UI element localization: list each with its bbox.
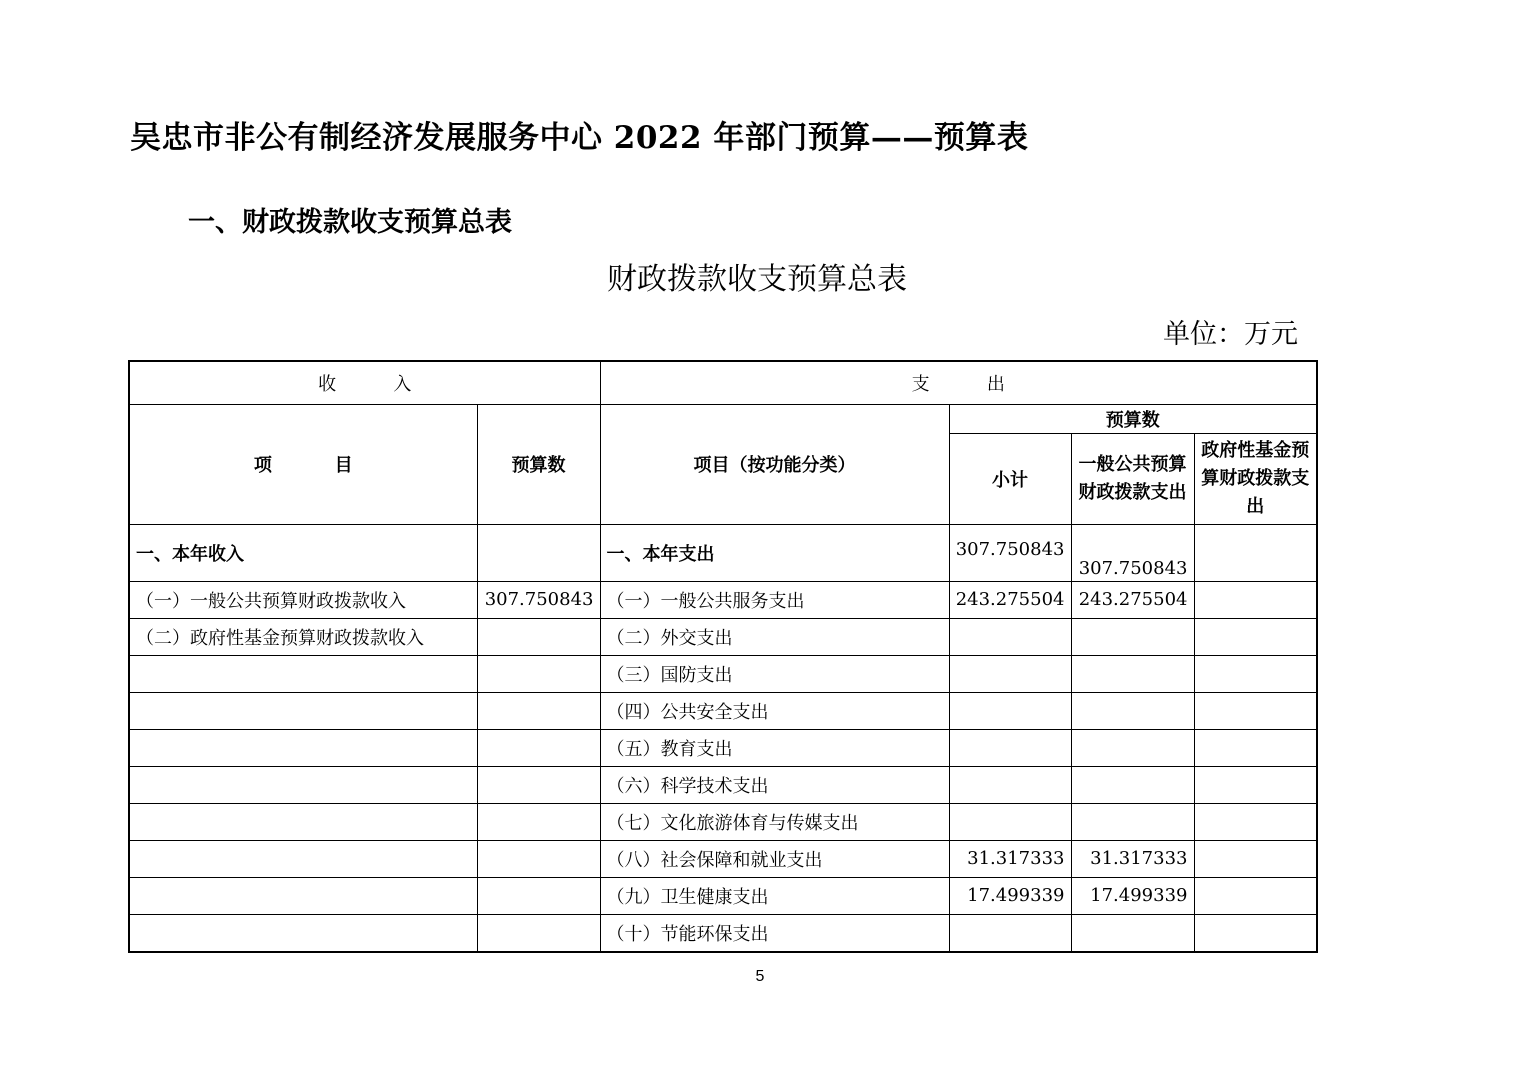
income-item-cell <box>129 729 477 766</box>
income-amount-cell <box>477 766 600 803</box>
subtotal-cell: 307.750843 <box>949 524 1071 581</box>
income-item-cell: （一）一般公共预算财政拨款收入 <box>129 581 477 618</box>
table-row <box>129 618 1317 655</box>
table-title-wrap <box>0 254 1520 298</box>
income-amount-cell <box>477 877 600 914</box>
expenditure-item-cell: （七）文化旅游体育与传媒支出 <box>600 803 949 840</box>
expenditure-item-cell: （四）公共安全支出 <box>600 692 949 729</box>
item-header <box>129 404 477 524</box>
income-item-cell: （二）政府性基金预算财政拨款收入 <box>129 618 477 655</box>
subtotal-cell: 17.499339 <box>949 877 1071 914</box>
income-amount-cell <box>477 803 600 840</box>
subtotal-cell <box>949 692 1071 729</box>
table-title: 财政拨款收支预算总表 <box>607 262 907 297</box>
document-title: 吴忠市非公有制经济发展服务中心 2022 年部门预算——预算表 <box>130 120 1029 156</box>
income-amount-cell <box>477 618 600 655</box>
expenditure-item-cell: （十）节能环保支出 <box>600 914 949 952</box>
income-item-cell <box>129 655 477 692</box>
table-row <box>129 729 1317 766</box>
table-row <box>129 524 1317 581</box>
general-cell: 31.317333 <box>1071 840 1194 877</box>
general-cell <box>1071 914 1194 952</box>
subtotal-cell: 31.317333 <box>949 840 1071 877</box>
general-cell <box>1071 803 1194 840</box>
income-header <box>129 361 600 404</box>
income-item-cell <box>129 914 477 952</box>
expenditure-item-cell: （三）国防支出 <box>600 655 949 692</box>
expenditure-item-cell: （一）一般公共服务支出 <box>600 581 949 618</box>
expenditure-item-cell: （五）教育支出 <box>600 729 949 766</box>
income-item-cell <box>129 692 477 729</box>
subtotal-cell <box>949 655 1071 692</box>
expenditure-header <box>600 361 1317 404</box>
income-item-cell <box>129 877 477 914</box>
table-row <box>129 766 1317 803</box>
expenditure-item-cell: （六）科学技术支出 <box>600 766 949 803</box>
table-row <box>129 877 1317 914</box>
income-header-label: 收 入 <box>318 373 412 395</box>
expenditure-header-label: 支 出 <box>911 373 1005 395</box>
table-row <box>129 914 1317 952</box>
table-row <box>129 803 1317 840</box>
fund-cell <box>1194 766 1317 803</box>
budget-amount-header: 预算数 <box>477 404 600 524</box>
gov-fund-header: 政府性基金预算财政拨款支出 <box>1194 433 1317 524</box>
item-by-function-header: 项目（按功能分类） <box>600 404 949 524</box>
fund-cell <box>1194 877 1317 914</box>
fund-cell <box>1194 729 1317 766</box>
fund-cell <box>1194 692 1317 729</box>
income-item-cell: 一、本年收入 <box>129 524 477 581</box>
budget-amount-group-header: 预算数 <box>949 404 1317 433</box>
subtotal-header: 小计 <box>949 433 1071 524</box>
fund-cell <box>1194 840 1317 877</box>
general-cell <box>1071 655 1194 692</box>
subtotal-cell <box>949 618 1071 655</box>
subtotal-cell <box>949 803 1071 840</box>
expenditure-item-cell: 一、本年支出 <box>600 524 949 581</box>
subtotal-cell <box>949 766 1071 803</box>
income-item-cell <box>129 840 477 877</box>
page-number: 5 <box>755 968 765 985</box>
income-amount-cell <box>477 692 600 729</box>
income-amount-cell <box>477 840 600 877</box>
fund-cell <box>1194 914 1317 952</box>
table-row <box>129 692 1317 729</box>
general-cell <box>1071 729 1194 766</box>
fund-cell <box>1194 803 1317 840</box>
fund-cell <box>1194 618 1317 655</box>
general-cell <box>1071 692 1194 729</box>
expenditure-item-cell: （九）卫生健康支出 <box>600 877 949 914</box>
section-heading: 一、财政拨款收支预算总表 <box>188 207 512 238</box>
income-item-cell <box>129 803 477 840</box>
table-row <box>129 581 1317 618</box>
subtotal-cell <box>949 729 1071 766</box>
general-cell <box>1071 766 1194 803</box>
fund-cell <box>1194 581 1317 618</box>
expenditure-item-cell: （八）社会保障和就业支出 <box>600 840 949 877</box>
fund-cell <box>1194 524 1317 581</box>
income-amount-cell <box>477 655 600 692</box>
general-cell: 17.499339 <box>1071 877 1194 914</box>
expenditure-item-cell: （二）外交支出 <box>600 618 949 655</box>
income-item-cell <box>129 766 477 803</box>
general-cell <box>1071 618 1194 655</box>
item-header-label: 项 目 <box>253 455 353 476</box>
unit-label: 单位：万元 <box>1163 319 1298 350</box>
general-public-header: 一般公共预算财政拨款支出 <box>1071 433 1194 524</box>
table-row <box>129 840 1317 877</box>
income-amount-cell <box>477 524 600 581</box>
subtotal-cell <box>949 914 1071 952</box>
budget-table <box>128 360 1318 953</box>
subtotal-cell: 243.275504 <box>949 581 1071 618</box>
income-amount-cell: 307.750843 <box>477 581 600 618</box>
general-cell: 307.750843 <box>1071 524 1194 581</box>
table-row <box>129 655 1317 692</box>
fund-cell <box>1194 655 1317 692</box>
income-amount-cell <box>477 729 600 766</box>
income-amount-cell <box>477 914 600 952</box>
general-cell: 243.275504 <box>1071 581 1194 618</box>
